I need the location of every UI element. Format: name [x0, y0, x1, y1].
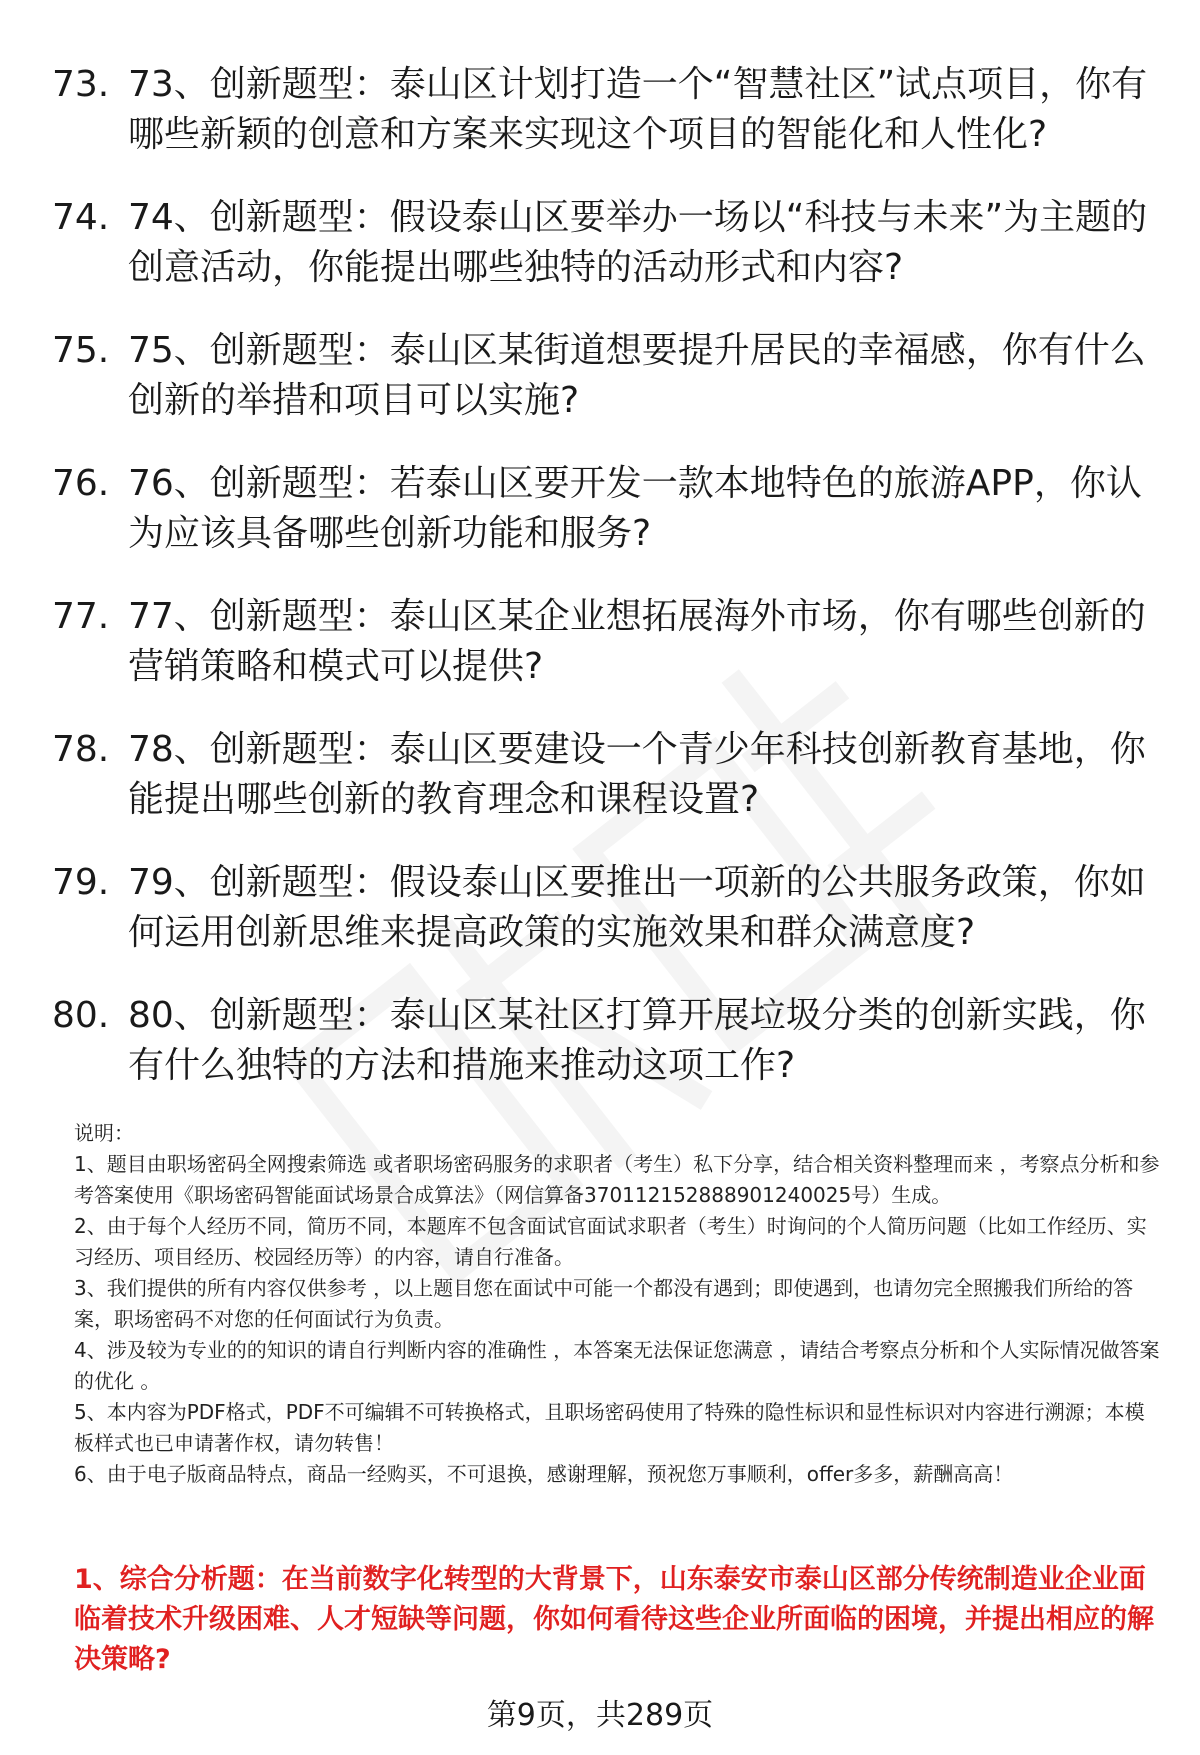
question-item — [52, 858, 1152, 958]
note-item: 3、我们提供的所有内容仅供参考 ，以上题目您在面试中可能一个都没有遇到；即使遇到，也请勿完全照搬我们所给的答案，职场密码不对您的任何面试行为负责。 — [74, 1276, 1134, 1331]
question-text: 78、创新题型：泰山区要建设一个青少年科技创新教育基地，你能提出哪些创新的教育理念和课程设置? — [128, 729, 1146, 820]
note-item: 5、本内容为PDF格式，PDF不可编辑不可转换格式，且职场密码使用了特殊的隐性标识和显性标识对内容进行溯源；本模板样式也已申请著作权，请勿转售！ — [74, 1400, 1145, 1455]
question-text: 77、创新题型：泰山区某企业想拓展海外市场，你有哪些创新的营销策略和模式可以提供? — [128, 596, 1146, 687]
question-item — [52, 991, 1152, 1091]
note-item: 1、题目由职场密码全网搜索筛选 或者职场密码服务的求职者（考生）私下分享，结合相关资料整理而来 ，考察点分析和参考答案使用《职场密码智能面试场景合成算法》（网信算备370112152888901240025号）生成。 — [74, 1152, 1160, 1207]
question-text: 73、创新题型：泰山区计划打造一个“智慧社区”试点项目，你有哪些新颖的创意和方案来实现这个项目的智能化和人性化? — [128, 64, 1148, 155]
question-number: 76. — [52, 463, 110, 504]
question-number: 75. — [52, 330, 110, 371]
question-item — [52, 193, 1152, 293]
question-text: 75、创新题型：泰山区某街道想要提升居民的幸福感，你有什么创新的举措和项目可以实施? — [128, 330, 1146, 421]
question-item — [52, 592, 1152, 692]
question-number: 73. — [52, 64, 110, 105]
note-item: 2、由于每个人经历不同，简历不同，本题库不包含面试官面试求职者（考生）时询问的个人简历问题（比如工作经历、实习经历、项目经历、校园经历等）的内容，请自行准备。 — [74, 1214, 1147, 1269]
question-number: 80. — [52, 995, 110, 1036]
question-list — [52, 60, 1152, 1124]
question-item — [52, 459, 1152, 559]
question-text: 74、创新题型：假设泰山区要举办一场以“科技与未来”为主题的创意活动，你能提出哪些独特的活动形式和内容? — [128, 197, 1148, 288]
question-item — [52, 326, 1152, 426]
question-number: 78. — [52, 729, 110, 770]
note-item: 4、涉及较为专业的的知识的请自行判断内容的准确性 ，本答案无法保证您满意 ，请结合考察点分析和个人实际情况做答案的优化 。 — [74, 1338, 1160, 1393]
question-number: 77. — [52, 596, 110, 637]
note-item: 6、由于电子版商品特点，商品一经购买，不可退换，感谢理解，预祝您万事顺利，offer多多，薪酬高高！ — [74, 1462, 1014, 1486]
question-item — [52, 725, 1152, 825]
question-number: 79. — [52, 862, 110, 903]
question-number: 74. — [52, 197, 110, 238]
question-text: 80、创新题型：泰山区某社区打算开展垃圾分类的创新实践，你有什么独特的方法和措施来推动这项工作? — [128, 995, 1146, 1086]
question-text: 76、创新题型：若泰山区要开发一款本地特色的旅游APP，你认为应该具备哪些创新功能和服务? — [128, 463, 1142, 554]
highlight-question: 1、综合分析题：在当前数字化转型的大背景下，山东泰安市泰山区部分传统制造业企业面临着技术升级困难、人才短缺等问题，你如何看待这些企业所面临的困境，并提出相应的解决策略? — [74, 1564, 1154, 1675]
question-text: 79、创新题型：假设泰山区要推出一项新的公共服务政策，你如何运用创新思维来提高政策的实施效果和群众满意度? — [128, 862, 1146, 953]
question-item — [52, 60, 1152, 160]
page-footer: 第9页，共289页 — [486, 1698, 714, 1733]
notes-section — [74, 1118, 1164, 1490]
notes-title: 说明： — [74, 1121, 134, 1145]
